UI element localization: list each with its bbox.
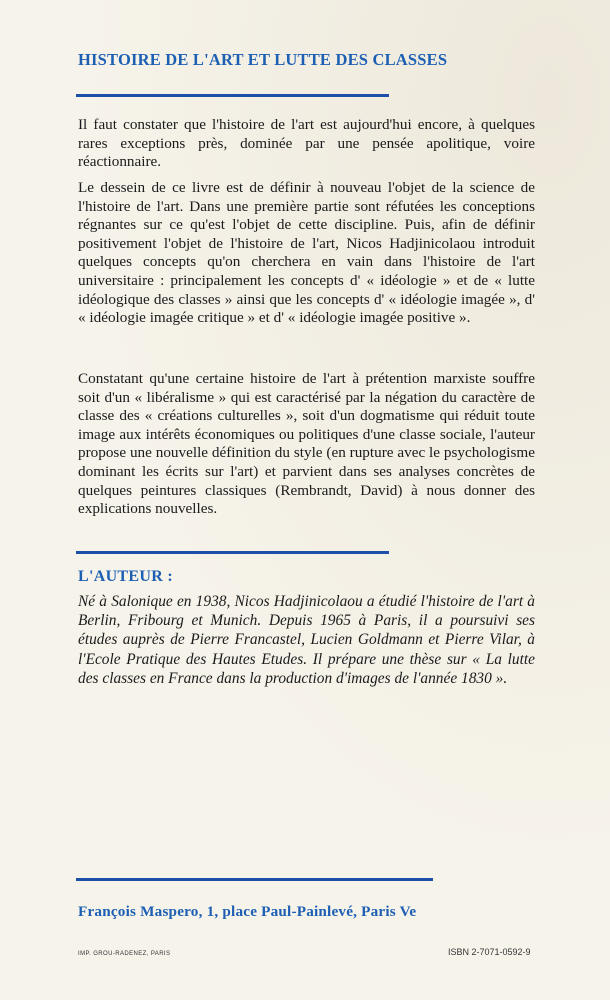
- bottom-rule: [76, 878, 433, 881]
- paragraph-intro: Il faut constater que l'histoire de l'art est aujourd'hui encore, à quelques rares exceptions près, dominée par une pensée apolitique, voire réactionnaire.: [78, 116, 535, 171]
- paragraph-critique: Constatant qu'une certaine histoire de l'art à prétention marxiste souffre soit d'un « libéralisme » qui est caractérisé par la négation du caractère de classe des « créations culturelles », soit d'un dogmatisme qui réduit toute image aux intérêts économiques ou politiques d'une classe sociale, l'auteur propose une nouvelle définition du style (en rupture avec le psychologisme dominant les écrits sur l'art) et parvient dans ses analyses concrètes de quelques peintures classiques (Rembrandt, David) à nous donner des explications nouvelles.: [78, 370, 535, 518]
- paragraph-purpose: Le dessein de ce livre est de définir à nouveau l'objet de la science de l'histoire de l'art. Dans une première partie sont réfutées les conceptions régnantes sur ce qu'est l'objet de cette discipline. Puis, afin de définir positivement l'objet de l'histoire de l'art, Nicos Hadjinicolaou introduit quelques concepts qu'on cherchera en vain dans l'histoire de l'art universitaire : principalement les concepts d' « idéologie » et de « lutte idéologique des classes » ainsi que les concepts d' « idéologie imagée », d' « idéologie imagée critique » et d' « idéologie imagée positive ».: [78, 179, 535, 327]
- printer-credit: IMP. GROU-RADENEZ, PARIS: [78, 951, 171, 957]
- publisher-address: François Maspero, 1, place Paul-Painlevé, Paris Ve: [78, 903, 417, 920]
- author-bio: Né à Salonique en 1938, Nicos Hadjinicolaou a étudié l'histoire de l'art à Berlin, Fribourg et Munich. Depuis 1965 à Paris, il a poursuivi ses études auprès de Pierre Francastel, Lucien Goldmann et Pierre Vilar, à l'Ecole Pratique des Hautes Etudes. Il prépare une thèse sur « La lutte des classes en France dans la production d'images de l'année 1830 ».: [78, 593, 535, 687]
- top-rule: [76, 94, 389, 97]
- book-title: HISTOIRE DE L'ART ET LUTTE DES CLASSES: [78, 50, 448, 69]
- author-heading: L'AUTEUR :: [78, 568, 174, 585]
- isbn: ISBN 2-7071-0592-9: [448, 947, 531, 957]
- middle-rule: [76, 551, 389, 554]
